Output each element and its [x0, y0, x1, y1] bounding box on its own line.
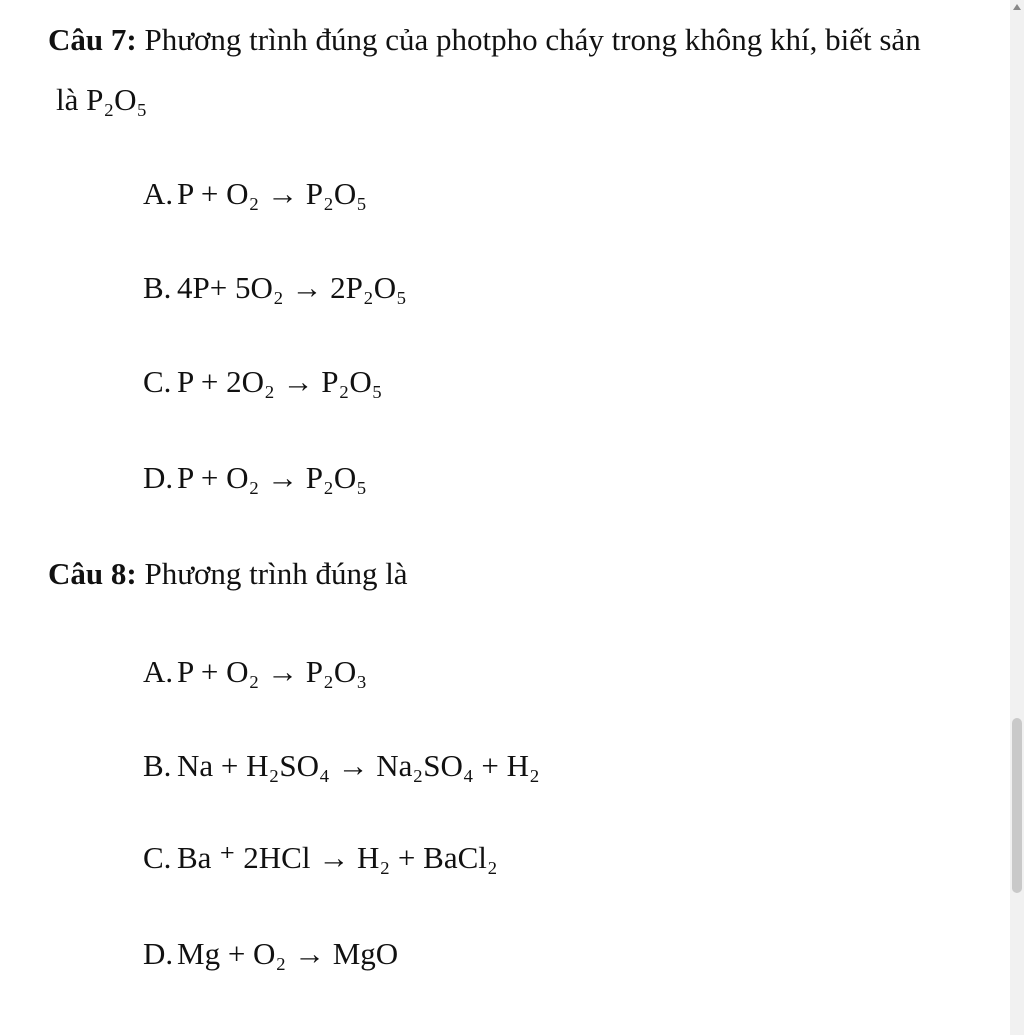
option-letter: D. [143, 936, 174, 971]
question-8-text: Phương trình đúng là [136, 556, 408, 591]
question-8-option-d [143, 934, 398, 974]
vertical-scrollbar[interactable] [1010, 0, 1024, 1035]
question-7-label: Câu 7: [48, 22, 137, 57]
option-equation: P + O₂ → P₂O₅ [177, 176, 368, 211]
option-letter: C. [143, 364, 172, 399]
question-7-text: Phương trình đúng của photpho cháy trong không khí, biết sản [136, 22, 921, 57]
option-letter: B. [143, 270, 172, 305]
question-8-label: Câu 8: [48, 556, 137, 591]
scrollbar-thumb[interactable] [1012, 718, 1022, 893]
question-8-option-a [143, 652, 367, 692]
option-equation: Na + H₂SO₄ → Na₂SO₄ + H₂ [177, 748, 540, 783]
question-7-option-a [143, 174, 367, 214]
question-7-option-c [143, 362, 383, 402]
question-7-text-line-2: là [56, 82, 87, 117]
question-7-option-d [143, 458, 367, 498]
scroll-up-arrow-icon[interactable] [1013, 4, 1021, 10]
question-7-line-1 [48, 20, 921, 60]
option-letter: D. [143, 460, 174, 495]
option-letter: A. [143, 654, 174, 689]
option-letter: C. [143, 840, 172, 875]
question-8-option-c [143, 838, 498, 878]
option-letter: B. [143, 748, 172, 783]
question-7-product: P₂O₅ [86, 82, 148, 117]
option-equation: P + O₂ → P₂O₃ [177, 654, 368, 689]
option-equation: P + O₂ → P₂O₅ [177, 460, 368, 495]
option-letter: A. [143, 176, 174, 211]
option-equation: 4P+ 5O₂ → 2P₂O₅ [177, 270, 407, 305]
question-8-option-b [143, 746, 540, 786]
option-equation: P + 2O₂ → P₂O₅ [177, 364, 383, 399]
question-8-line [48, 554, 408, 594]
option-equation: Mg + O₂ → MgO [177, 936, 399, 971]
option-equation: Ba ⁺ 2HCl → H₂ + BaCl₂ [177, 840, 498, 875]
question-7-line-2 [56, 80, 147, 120]
question-7-option-b [143, 268, 407, 308]
